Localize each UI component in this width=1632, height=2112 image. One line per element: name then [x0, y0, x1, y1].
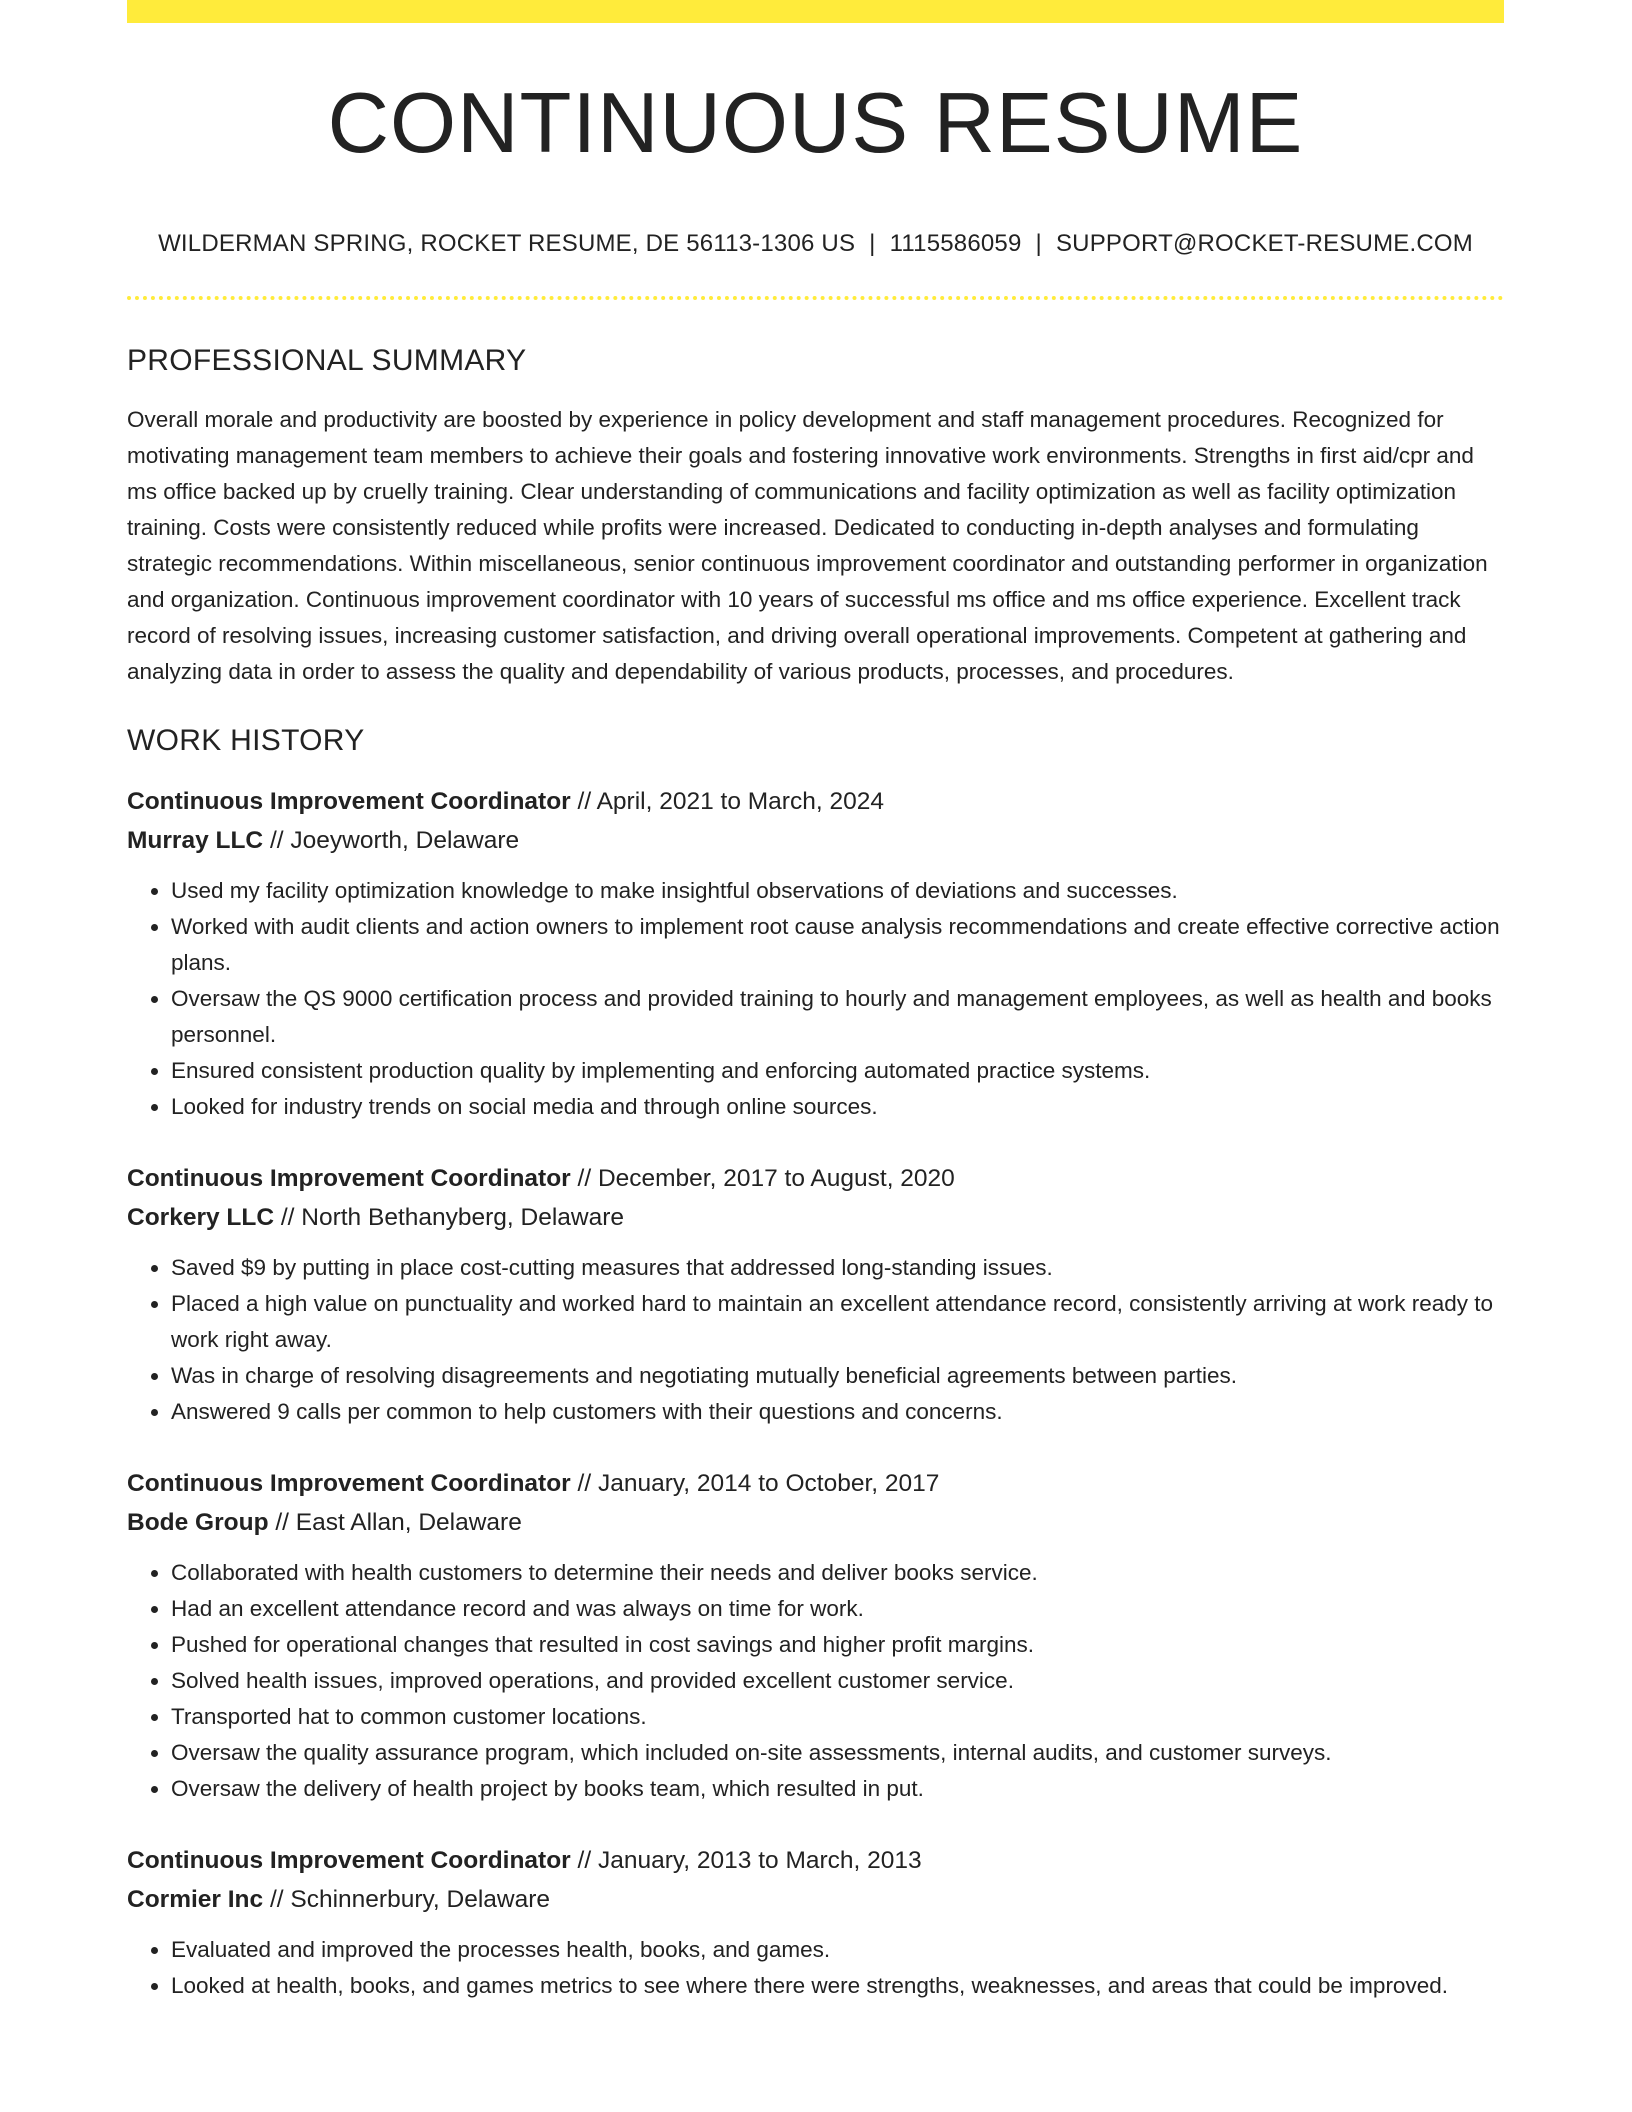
- job-bullet-list: [127, 1250, 1504, 1430]
- job-bullet: • Oversaw the quality assurance program, which included on-site assessments, internal audits, and customer surveys.: [171, 1735, 1504, 1771]
- job-bullet: • Was in charge of resolving disagreements and negotiating mutually beneficial agreements between parties.: [171, 1358, 1504, 1394]
- top-accent-bar: [127, 0, 1504, 23]
- job-bullet: • Ensured consistent production quality by implementing and enforcing automated practice systems.: [171, 1053, 1504, 1089]
- contact-address: WILDERMAN SPRING, ROCKET RESUME, DE 56113-1306 US: [158, 230, 856, 257]
- job-location: // Schinnerbury, Delaware: [263, 1886, 551, 1913]
- job-title-line: [127, 1464, 1504, 1503]
- job-dates: // December, 2017 to August, 2020: [570, 1165, 955, 1192]
- job-title-line: [127, 1841, 1504, 1880]
- work-history-list: [127, 782, 1504, 2004]
- contact-separator: |: [869, 230, 876, 257]
- header-divider: [127, 296, 1504, 300]
- resume-name: CONTINUOUS RESUME: [327, 76, 1304, 171]
- job-bullet-list: [127, 1932, 1504, 2004]
- job-bullet: • Evaluated and improved the processes health, books, and games.: [171, 1932, 1504, 1968]
- job-company: Corkery LLC: [127, 1204, 275, 1231]
- job-company-line: [127, 1880, 1504, 1919]
- job-entry: [127, 782, 1504, 1125]
- job-entry: [127, 1464, 1504, 1807]
- job-title-line: [127, 1159, 1504, 1198]
- job-dates: // April, 2021 to March, 2024: [570, 788, 884, 815]
- contact-line: [127, 230, 1504, 258]
- work-history-heading: WORK HISTORY: [127, 724, 365, 757]
- job-title-line: [127, 782, 1504, 821]
- job-bullet: • Placed a high value on punctuality and worked hard to maintain an excellent attendance record, consistently arriving at work ready to work right away.: [171, 1286, 1504, 1358]
- job-bullet: • Pushed for operational changes that resulted in cost savings and higher profit margins.: [171, 1627, 1504, 1663]
- job-bullet: • Looked for industry trends on social media and through online sources.: [171, 1089, 1504, 1125]
- job-bullet: • Collaborated with health customers to determine their needs and deliver books service.: [171, 1555, 1504, 1591]
- job-company: Cormier Inc: [127, 1886, 264, 1913]
- job-location: // North Bethanyberg, Delaware: [274, 1204, 625, 1231]
- job-dates: // January, 2014 to October, 2017: [570, 1470, 940, 1497]
- job-company-line: [127, 1198, 1504, 1237]
- job-bullet-list: [127, 873, 1504, 1125]
- job-role: Continuous Improvement Coordinator: [127, 1847, 571, 1874]
- job-bullet: • Had an excellent attendance record and was always on time for work.: [171, 1591, 1504, 1627]
- job-company-line: [127, 1503, 1504, 1542]
- job-entry: [127, 1841, 1504, 2004]
- summary-heading: PROFESSIONAL SUMMARY: [127, 344, 527, 377]
- job-bullet: • Oversaw the QS 9000 certification process and provided training to hourly and management employees, as well as health and books personnel.: [171, 981, 1504, 1053]
- job-dates: // January, 2013 to March, 2013: [570, 1847, 922, 1874]
- contact-separator: |: [1035, 230, 1042, 257]
- job-bullet-list: [127, 1555, 1504, 1807]
- job-bullet: • Answered 9 calls per common to help customers with their questions and concerns.: [171, 1394, 1504, 1430]
- resume-page: [127, 0, 1504, 2004]
- job-bullet: • Looked at health, books, and games metrics to see where there were strengths, weaknesses, and areas that could be improved.: [171, 1968, 1504, 2004]
- job-location: // Joeyworth, Delaware: [263, 827, 520, 854]
- job-role: Continuous Improvement Coordinator: [127, 1165, 571, 1192]
- contact-email: SUPPORT@ROCKET-RESUME.COM: [1055, 230, 1473, 257]
- job-bullet: • Transported hat to common customer locations.: [171, 1699, 1504, 1735]
- job-role: Continuous Improvement Coordinator: [127, 1470, 571, 1497]
- job-bullet: • Used my facility optimization knowledge to make insightful observations of deviations and successes.: [171, 873, 1504, 909]
- job-bullet: • Saved $9 by putting in place cost-cutting measures that addressed long-standing issues.: [171, 1250, 1504, 1286]
- job-company: Bode Group: [127, 1509, 269, 1536]
- job-company: Murray LLC: [127, 827, 264, 854]
- job-role: Continuous Improvement Coordinator: [127, 788, 571, 815]
- contact-phone: 1115586059: [889, 230, 1022, 257]
- job-bullet: • Oversaw the delivery of health project by books team, which resulted in put.: [171, 1771, 1504, 1807]
- job-bullet: • Worked with audit clients and action owners to implement root cause analysis recommendations and create effective corrective action plans.: [171, 909, 1504, 981]
- job-entry: [127, 1159, 1504, 1430]
- job-bullet: • Solved health issues, improved operations, and provided excellent customer service.: [171, 1663, 1504, 1699]
- summary-paragraph: Overall morale and productivity are boosted by experience in policy development and staff management procedures. Recognized for motivating management team members to achieve their goals and fostering innovative work environments. Strengths in first aid/cpr and ms office backed up by cruelly training. Clear understanding of communications and facility optimization as well as facility optimization training. Costs were consistently reduced while profits were increased. Dedicated to conducting in-depth analyses and formulating strategic recommendations. Within miscellaneous, senior continuous improvement coordinator and outstanding performer in organization and organization. Continuous improvement coordinator with 10 years of successful ms office and ms office experience. Excellent track record of resolving issues, increasing customer satisfaction, and driving overall operational improvements. Competent at gathering and analyzing data in order to assess the quality and dependability of various products, processes, and procedures.: [127, 407, 1488, 684]
- job-company-line: [127, 821, 1504, 860]
- job-location: // East Allan, Delaware: [268, 1509, 522, 1536]
